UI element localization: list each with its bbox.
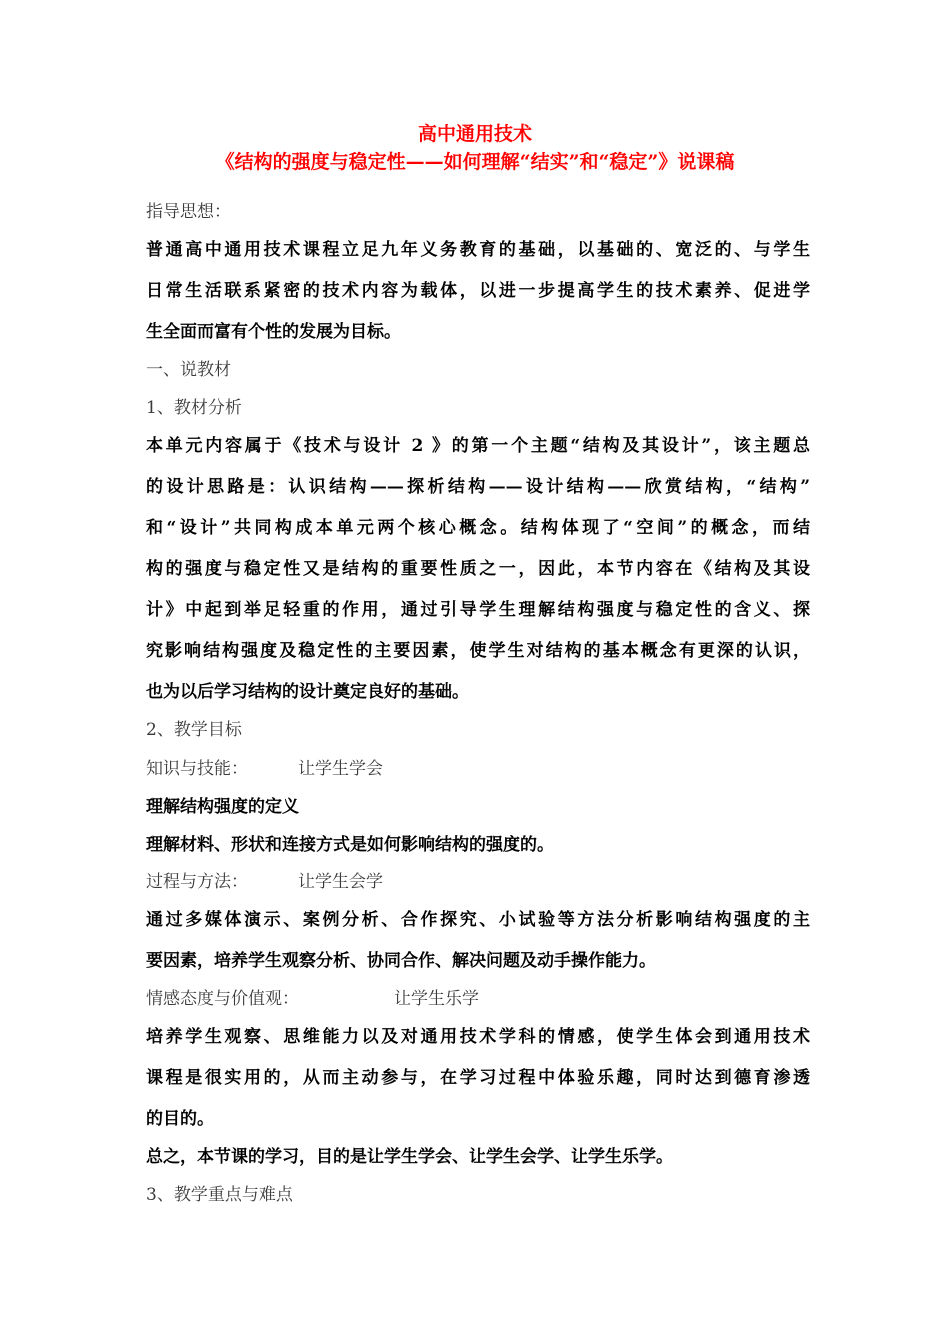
goals-summary: 总之，本节课的学习，目的是让学生学会、让学生会学、让学生乐学。 [146,1147,673,1167]
goal-knowledge-value: 让学生学会 [298,759,383,779]
guiding-heading: 指导思想： [146,202,231,222]
goal-process-row [146,869,810,895]
document-title-sub: 《结构的强度与稳定性——如何理解“结实”和“稳定”》说课稿 [215,151,735,173]
analysis-paragraph-line: 本单元内容属于《技术与设计 2 》的第一个主题“结构及其设计”，该主题总 [146,436,810,456]
guiding-paragraph-line: 日常生活联系紧密的技术内容为载体，以进一步提高学生的技术素养、促进学 [146,281,810,301]
goal-process-label: 过程与方法： [146,872,248,892]
guiding-paragraph-line: 普通高中通用技术课程立足九年义务教育的基础，以基础的、宽泛的、与学生 [146,240,810,260]
goal-process-line: 要因素，培养学生观察分析、协同合作、解决问题及动手操作能力。 [146,951,656,971]
analysis-paragraph-line: 也为以后学习结构的设计奠定良好的基础。 [146,682,469,702]
analysis-paragraph-line: 究影响结构强度及稳定性的主要因素，使学生对结构的基本概念有更深的认识， [146,641,810,661]
goal-emotion-row [146,986,810,1012]
goal-knowledge-line: 理解材料、形状和连接方式是如何影响结构的强度的。 [146,835,554,855]
goal-knowledge-label: 知识与技能： [146,759,248,779]
analysis-paragraph-line: 的设计思路是：认识结构——探析结构——设计结构——欣赏结构，“结构” [146,477,810,497]
analysis-paragraph-line: 计》中起到举足轻重的作用，通过引导学生理解结构强度与稳定性的含义、探 [146,600,810,620]
guiding-paragraph-line: 生全面而富有个性的发展为目标。 [146,322,401,342]
goal-process-value: 让学生会学 [298,872,383,892]
subsection-heading-key-points: 3、教学重点与难点 [146,1185,293,1205]
subsection-heading-analysis: 1、教材分析 [146,398,242,418]
goal-emotion-value: 让学生乐学 [394,989,479,1009]
goal-knowledge-line: 理解结构强度的定义 [146,797,299,817]
goal-emotion-label: 情感态度与价值观： [146,989,299,1009]
section-heading-textbook: 一、说教材 [146,360,231,380]
goal-process-line: 通过多媒体演示、案例分析、合作探究、小试验等方法分析影响结构强度的主 [146,910,810,930]
document-title-main: 高中通用技术 [417,123,532,145]
goal-emotion-line: 的目的。 [146,1109,214,1129]
analysis-paragraph-line: 和“设计”共同构成本单元两个核心概念。结构体现了“空间”的概念，而结 [146,518,810,538]
analysis-paragraph-line: 构的强度与稳定性又是结构的重要性质之一，因此，本节内容在《结构及其设 [146,559,810,579]
goal-emotion-line: 课程是很实用的，从而主动参与，在学习过程中体验乐趣，同时达到德育渗透 [146,1068,810,1088]
goal-knowledge-row [146,756,810,782]
subsection-heading-goals: 2、教学目标 [146,720,242,740]
goal-emotion-line: 培养学生观察、思维能力以及对通用技术学科的情感，使学生体会到通用技术 [146,1027,810,1047]
